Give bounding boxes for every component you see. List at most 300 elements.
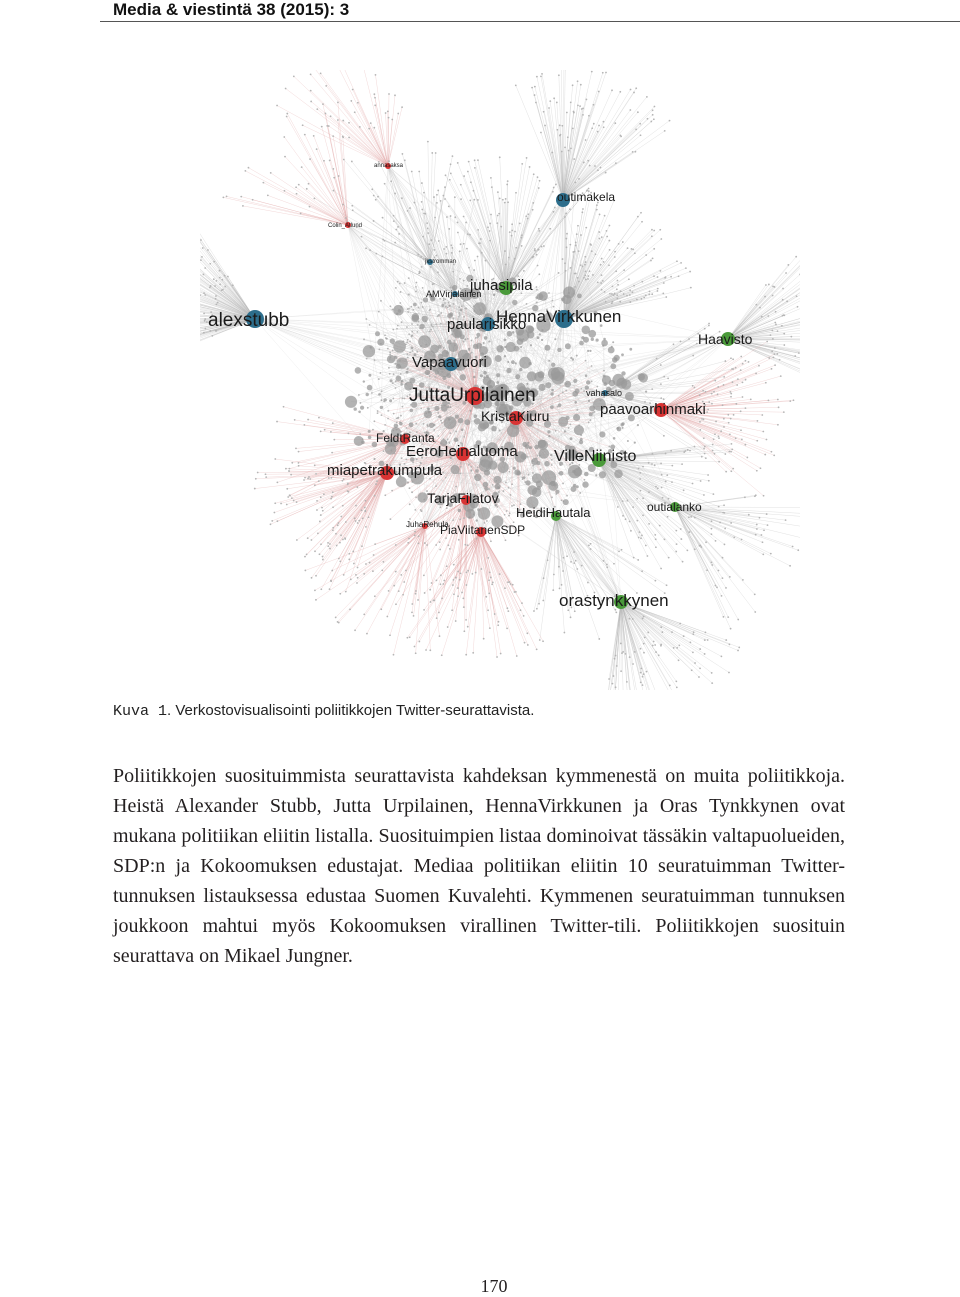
leaf-node [322,559,324,561]
leaf-node [659,229,661,231]
core-node [574,401,577,404]
leaf-node [654,580,656,582]
leaf-node [629,656,631,658]
leaf-node [662,293,664,295]
leaf-node [735,437,737,439]
core-node [495,355,502,362]
leaf-node [720,655,722,657]
leaf-node [410,306,412,308]
leaf-node [723,384,725,386]
leaf-node [340,516,342,518]
leaf-node [611,302,613,304]
leaf-node [463,606,465,608]
leaf-node [637,216,639,218]
core-node [601,340,608,347]
core-node [551,363,555,367]
leaf-node [400,574,402,576]
core-node [411,335,413,337]
leaf-node [454,196,456,198]
leaf-node [291,462,293,464]
leaf-node [534,94,536,96]
leaf-node [580,264,582,266]
leaf-node [320,543,322,545]
leaf-node [573,562,575,564]
core-node [366,393,369,396]
leaf-node [587,582,589,584]
leaf-node [655,538,657,540]
leaf-node [408,333,410,335]
leaf-node [352,209,354,211]
leaf-node [627,247,629,249]
leaf-node [393,220,395,222]
leaf-node [473,199,475,201]
leaf-node [489,223,491,225]
leaf-node [470,466,472,468]
leaf-node [603,560,605,562]
leaf-node [648,293,650,295]
leaf-node [744,496,746,498]
leaf-node [670,276,672,278]
leaf-node [719,522,721,524]
leaf-node [679,623,681,625]
leaf-node [764,296,766,298]
leaf-node [201,256,203,258]
leaf-node [389,373,391,375]
leaf-node [566,233,568,235]
leaf-node [364,511,366,513]
core-node [528,326,535,333]
core-node [541,329,543,331]
leaf-node [226,196,228,198]
leaf-node [372,570,374,572]
leaf-node [332,168,334,170]
leaf-node [620,135,622,137]
leaf-node [455,486,457,488]
leaf-node [488,592,490,594]
network-edge [331,70,388,166]
leaf-node [451,609,453,611]
leaf-node [732,358,734,360]
leaf-node [579,105,581,107]
leaf-node [652,109,654,111]
leaf-node [775,324,777,326]
leaf-node [703,418,705,420]
leaf-node [433,249,435,251]
leaf-node [401,321,403,323]
core-node [363,345,375,357]
leaf-node [388,93,390,95]
leaf-node [347,482,349,484]
leaf-node [505,198,507,200]
leaf-node [459,312,461,314]
leaf-node [463,630,465,632]
leaf-node [411,171,413,173]
leaf-node [364,507,366,509]
leaf-node [633,285,635,287]
leaf-node [508,471,510,473]
leaf-node [580,84,582,86]
leaf-node [660,645,662,647]
leaf-node [531,87,533,89]
network-visualization [200,70,800,690]
leaf-node [485,260,487,262]
leaf-node [620,290,622,292]
leaf-node [411,491,413,493]
leaf-node [711,682,713,684]
leaf-node [286,504,288,506]
leaf-node [284,156,286,158]
leaf-node [454,216,456,218]
leaf-node [639,472,641,474]
leaf-node [786,300,788,302]
leaf-node [439,541,441,543]
leaf-node [404,159,406,161]
core-node [491,426,497,432]
leaf-node [303,424,305,426]
leaf-node [296,193,298,195]
leaf-node [617,280,619,282]
core-node [498,462,509,473]
leaf-node [304,570,306,572]
leaf-node [352,551,354,553]
leaf-node [402,397,404,399]
leaf-node [469,199,471,201]
leaf-node [721,595,723,597]
leaf-node [302,124,304,126]
core-node [507,361,509,363]
leaf-node [325,85,327,87]
leaf-node [615,686,617,688]
leaf-node [584,264,586,266]
leaf-node [575,242,577,244]
leaf-node [750,398,752,400]
leaf-node [515,84,517,86]
leaf-node [656,358,658,360]
leaf-node [638,537,640,539]
network-edge [556,516,594,593]
leaf-node [561,151,563,153]
leaf-node [777,330,779,332]
network-edge [563,106,654,200]
core-node [504,355,506,357]
leaf-node [597,281,599,283]
leaf-node [733,414,735,416]
leaf-node [480,238,482,240]
core-node [625,392,634,401]
leaf-node [265,473,267,475]
leaf-node [637,111,639,113]
leaf-node [534,248,536,250]
leaf-node [418,535,420,537]
core-node [418,335,431,348]
leaf-node [276,482,278,484]
leaf-node [474,159,476,161]
leaf-node [588,544,590,546]
core-node [394,363,396,365]
leaf-node [450,215,452,217]
leaf-node [460,184,462,186]
leaf-node [742,579,744,581]
leaf-node [277,520,279,522]
core-node [637,424,639,426]
leaf-node [723,512,725,514]
leaf-node [345,217,347,219]
leaf-node [655,546,657,548]
leaf-node [704,653,706,655]
core-node [406,371,409,374]
leaf-node [316,500,318,502]
leaf-node [374,543,376,545]
leaf-node [215,280,217,282]
leaf-node [365,318,367,320]
leaf-node [615,162,617,164]
core-node [497,486,500,489]
leaf-node [375,483,377,485]
leaf-node [408,277,410,279]
leaf-node [578,281,580,283]
leaf-node [461,305,463,307]
leaf-node [497,624,499,626]
core-node [599,471,606,478]
leaf-node [365,247,367,249]
core-node [525,480,530,485]
leaf-node [635,87,637,89]
leaf-node [289,495,291,497]
leaf-node [730,628,732,630]
leaf-node [793,399,795,401]
leaf-node [437,435,439,437]
leaf-node [622,651,624,653]
leaf-node [453,303,455,305]
leaf-node [322,510,324,512]
core-node [550,454,552,456]
core-node [634,442,636,444]
core-node [447,340,452,345]
leaf-node [742,381,744,383]
leaf-node [576,233,578,235]
leaf-node [453,340,455,342]
leaf-node [715,540,717,542]
leaf-node [553,187,555,189]
leaf-node [597,131,599,133]
leaf-node [412,309,414,311]
leaf-node [640,134,642,136]
leaf-node [759,517,761,519]
core-node [407,481,409,483]
leaf-node [330,431,332,433]
leaf-node [329,588,331,590]
leaf-node [740,369,742,371]
leaf-node [333,439,335,441]
leaf-node [398,590,400,592]
core-node [627,440,629,442]
leaf-node [406,353,408,355]
leaf-node [699,648,701,650]
leaf-node [789,400,791,402]
leaf-node [386,616,388,618]
core-node [474,418,481,425]
leaf-node [327,542,329,544]
network-edge [388,95,395,166]
leaf-node [438,240,440,242]
leaf-node [357,577,359,579]
leaf-node [572,84,574,86]
leaf-node [590,419,592,421]
leaf-node [758,365,760,367]
core-node [554,338,556,340]
leaf-node [657,276,659,278]
leaf-node [688,531,690,533]
leaf-node [439,635,441,637]
core-node [427,407,430,410]
leaf-node [440,200,442,202]
leaf-node [298,462,300,464]
leaf-node [252,199,254,201]
network-edge [556,516,655,581]
leaf-node [498,621,500,623]
leaf-node [416,282,418,284]
leaf-node [273,512,275,514]
core-node [527,485,537,495]
leaf-node [768,284,770,286]
leaf-node [435,323,437,325]
leaf-node [240,196,242,198]
leaf-node [200,239,202,241]
leaf-node [780,375,782,377]
leaf-node [368,516,370,518]
leaf-node [651,229,653,231]
leaf-node [642,466,644,468]
leaf-node [725,471,727,473]
core-node [539,448,549,458]
leaf-node [754,611,756,613]
leaf-node [465,619,467,621]
leaf-node [606,564,608,566]
core-node [412,315,420,323]
network-edge [349,123,388,166]
leaf-node [708,480,710,482]
leaf-node [492,484,494,486]
leaf-node [655,486,657,488]
core-node [582,326,591,335]
leaf-node [415,291,417,293]
leaf-node [654,644,656,646]
leaf-node [606,566,608,568]
leaf-node [632,663,634,665]
leaf-node [375,74,377,76]
leaf-node [490,214,492,216]
leaf-node [590,244,592,246]
leaf-node [374,359,376,361]
leaf-node [330,498,332,500]
leaf-node [463,436,465,438]
leaf-node [736,384,738,386]
leaf-node [689,271,691,273]
leaf-node [748,514,750,516]
leaf-node [563,557,565,559]
leaf-node [506,510,508,512]
leaf-node [653,275,655,277]
leaf-node [700,480,702,482]
leaf-node [503,490,505,492]
leaf-node [373,93,375,95]
leaf-node [613,294,615,296]
core-node [589,350,591,352]
leaf-node [626,681,628,683]
leaf-node [727,414,729,416]
leaf-node [640,681,642,683]
leaf-node [690,516,692,518]
leaf-node [574,286,576,288]
leaf-node [629,521,631,523]
leaf-node [443,248,445,250]
leaf-node [441,654,443,656]
leaf-node [701,418,703,420]
leaf-node [561,499,563,501]
leaf-node [463,280,465,282]
leaf-node [705,541,707,543]
leaf-node [521,602,523,604]
leaf-node [443,299,445,301]
leaf-node [405,570,407,572]
leaf-node [203,292,205,294]
leaf-node [521,163,523,165]
leaf-node [435,152,437,154]
leaf-node [332,529,334,531]
core-node [476,519,478,521]
leaf-node [506,627,508,629]
leaf-node [424,592,426,594]
leaf-node [680,340,682,342]
core-node [596,339,599,342]
leaf-node [434,256,436,258]
leaf-node [568,427,570,429]
leaf-node [618,550,620,552]
network-edge [284,137,348,225]
leaf-node [725,587,727,589]
leaf-node [703,437,705,439]
leaf-node [699,545,701,547]
leaf-node [463,175,465,177]
leaf-node [328,125,330,127]
leaf-node [537,265,539,267]
leaf-node [348,122,350,124]
core-node [573,379,577,383]
leaf-node [262,182,264,184]
leaf-node [632,506,634,508]
core-node [488,341,490,343]
leaf-node [377,412,379,414]
leaf-node [406,341,408,343]
leaf-node [544,125,546,127]
network-edges [200,70,800,690]
core-node [390,379,393,382]
leaf-node [647,118,649,120]
leaf-node [664,130,666,132]
leaf-node [604,215,606,217]
leaf-node [411,331,413,333]
leaf-node [358,520,360,522]
leaf-node [211,335,213,337]
core-node [426,424,428,426]
leaf-node [434,217,436,219]
leaf-node [405,427,407,429]
leaf-node [536,254,538,256]
leaf-node [354,629,356,631]
leaf-node [707,474,709,476]
leaf-node [467,171,469,173]
leaf-node [767,524,769,526]
